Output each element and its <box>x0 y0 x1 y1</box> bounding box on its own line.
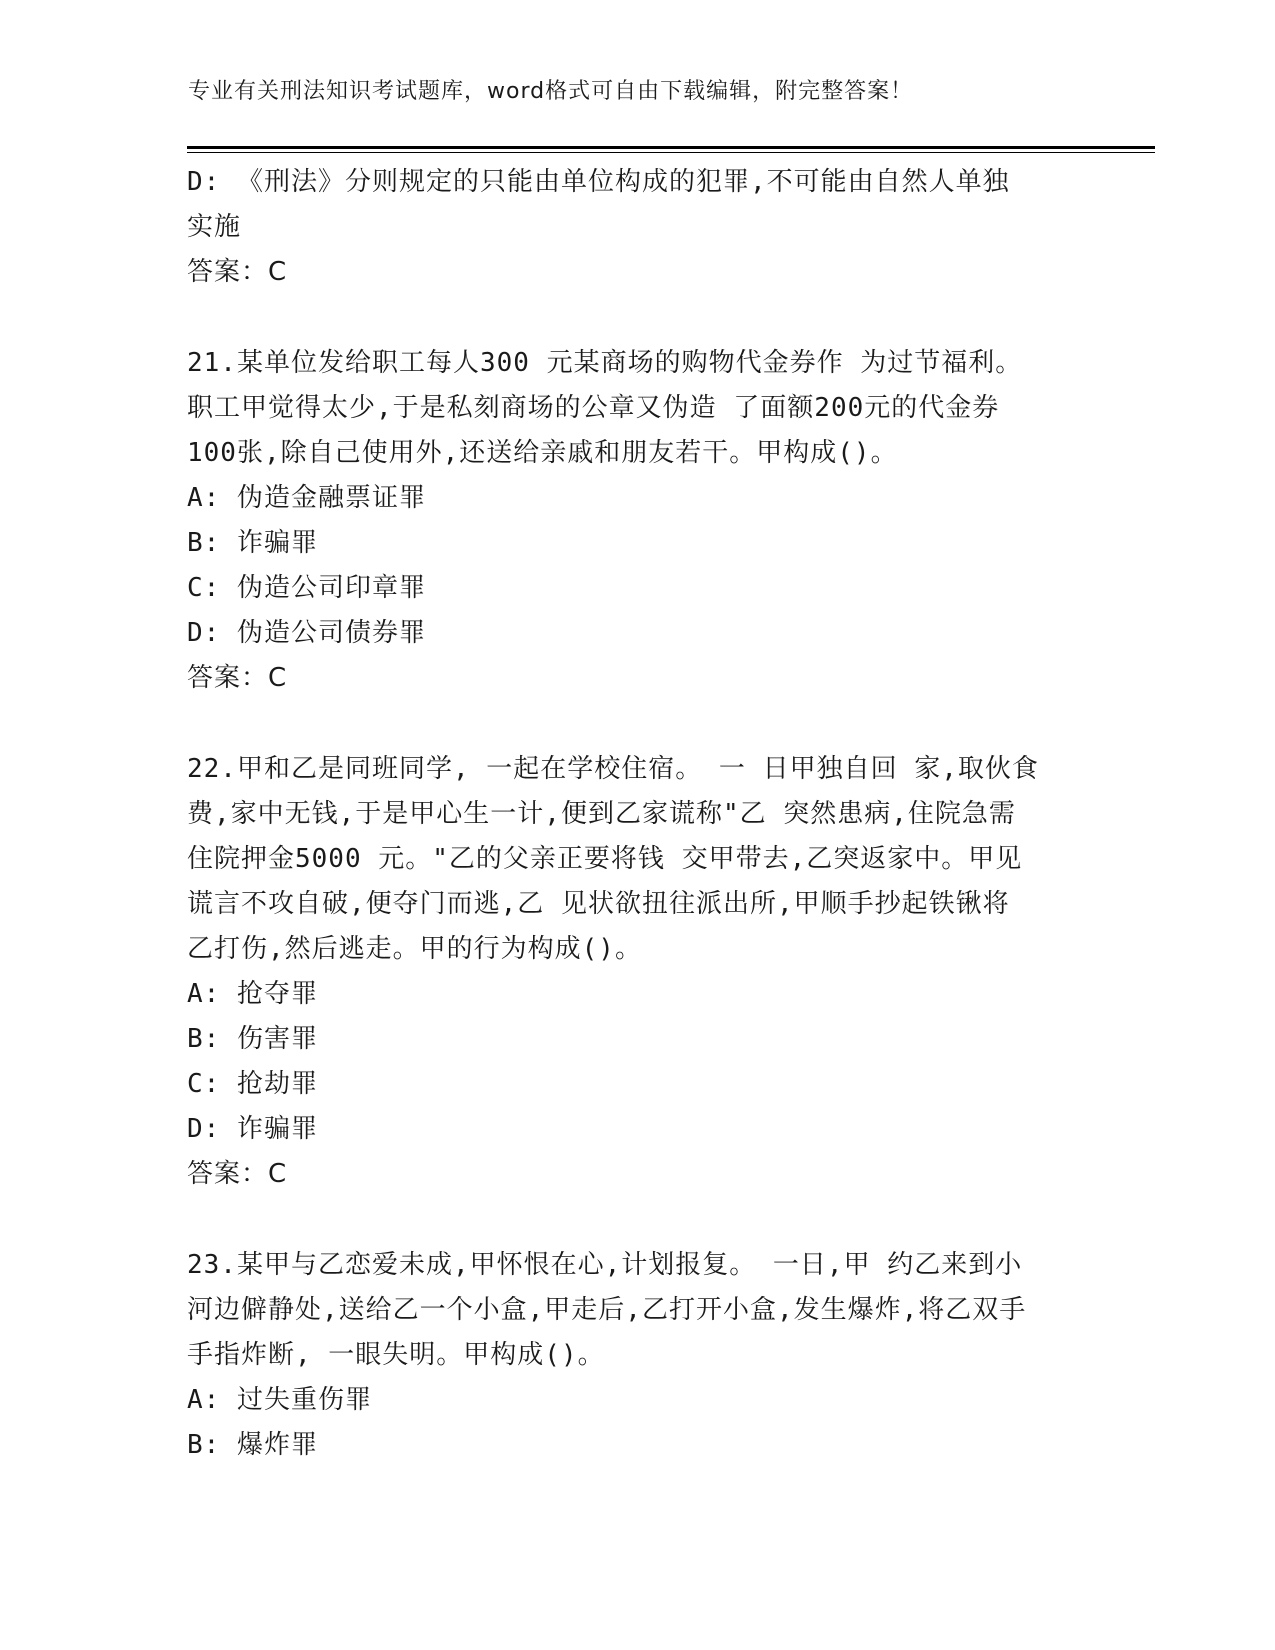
question-text-line: 住院押金5000 元。"乙的父亲正要将钱 交甲带去,乙突返家中。甲见 <box>187 844 1023 874</box>
question-text-line: 谎言不攻自破,便夺门而逃,乙 见状欲扭往派出所,甲顺手抄起铁锹将 <box>187 889 1010 919</box>
header-divider-thick <box>187 146 1155 149</box>
question-block <box>187 747 1087 1197</box>
question-text-line: 22.甲和乙是同班同学, 一起在学校住宿。 一 日甲独自回 家,取伙食 <box>187 754 1039 784</box>
answer-line: 答案：C <box>187 663 288 693</box>
text-line: D: 《刑法》分则规定的只能由单位构成的犯罪,不可能由自然人单独 <box>187 167 1010 197</box>
question-text-line: 职工甲觉得太少,于是私刻商场的公章又伪造 了面额200元的代金券 <box>187 393 1000 423</box>
question-block <box>187 1243 1087 1468</box>
block-spacer <box>187 701 1087 747</box>
option-b: B: 诈骗罪 <box>187 528 318 558</box>
option-d: D: 诈骗罪 <box>187 1114 318 1144</box>
answer-line: 答案：C <box>187 257 288 287</box>
page-header: 专业有关刑法知识考试题库，word格式可自由下载编辑，附完整答案！ <box>188 79 914 104</box>
option-a: A: 过失重伤罪 <box>187 1385 372 1415</box>
text-line: 实施 <box>187 212 242 242</box>
document-body <box>187 160 1087 1468</box>
question-text-line: 河边僻静处,送给乙一个小盒,甲走后,乙打开小盒,发生爆炸,将乙双手 <box>187 1295 1027 1325</box>
question-text-line: 乙打伤,然后逃走。甲的行为构成()。 <box>187 934 642 964</box>
option-c: C: 伪造公司印章罪 <box>187 573 426 603</box>
option-b: B: 爆炸罪 <box>187 1430 318 1460</box>
option-b: B: 伤害罪 <box>187 1024 318 1054</box>
option-d: D: 伪造公司债券罪 <box>187 618 426 648</box>
question-text-line: 手指炸断, 一眼失明。甲构成()。 <box>187 1340 605 1370</box>
question-block <box>187 341 1087 701</box>
block-spacer <box>187 295 1087 341</box>
option-a: A: 抢夺罪 <box>187 979 318 1009</box>
option-a: A: 伪造金融票证罪 <box>187 483 426 513</box>
question-block <box>187 160 1087 295</box>
header-divider-thin <box>187 152 1155 153</box>
question-text-line: 100张,除自己使用外,还送给亲戚和朋友若干。甲构成()。 <box>187 438 898 468</box>
option-c: C: 抢劫罪 <box>187 1069 318 1099</box>
answer-line: 答案：C <box>187 1159 288 1189</box>
question-text-line: 费,家中无钱,于是甲心生一计,便到乙家谎称"乙 突然患病,住院急需 <box>187 799 1016 829</box>
question-text-line: 21.某单位发给职工每人300 元某商场的购物代金券作 为过节福利。 <box>187 348 1023 378</box>
question-text-line: 23.某甲与乙恋爱未成,甲怀恨在心,计划报复。 一日,甲 约乙来到小 <box>187 1250 1023 1280</box>
block-spacer <box>187 1197 1087 1243</box>
